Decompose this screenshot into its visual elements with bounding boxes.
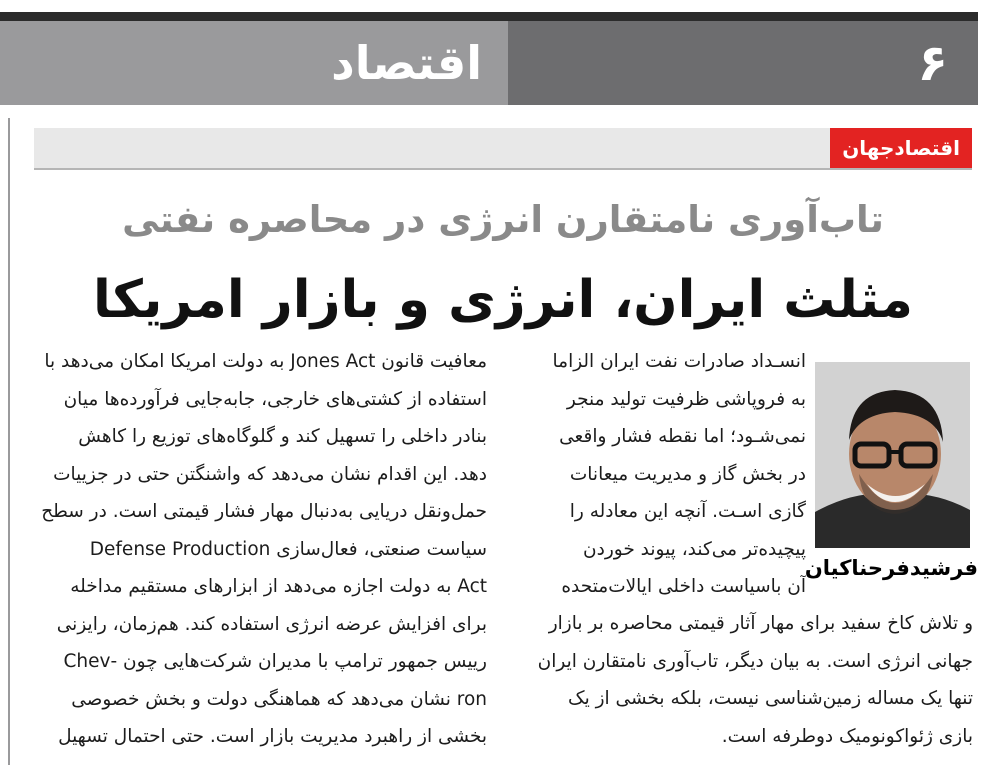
body-line: پیچیده‌تر می‌کند، پیوند خوردن xyxy=(583,538,806,560)
body-line: و تلاش کاخ سفید برای مهار آثار قیمتی محاصره بر بازار xyxy=(548,613,973,634)
body-line: در بخش گاز و مدیریت میعانات xyxy=(569,463,806,485)
body-line: رییس جمهور ترامپ با مدیران شرکت‌هایی چون -Chev xyxy=(63,651,487,672)
body-line: دهد. این اقدام نشان می‌دهد که واشنگتن حتی در جزییات xyxy=(53,463,487,485)
subsection-tag: اقتصادجهان xyxy=(830,128,972,168)
body-line: بنادر داخلی را تسهیل کند و گلوگاه‌های توزیع را کاهش xyxy=(78,426,487,447)
page-header xyxy=(0,21,978,105)
body-line: بازی ژئواکونومیک دوطرفه است. xyxy=(721,725,973,747)
top-rule xyxy=(0,12,978,21)
subsection-bar xyxy=(34,128,972,170)
article-kicker: تاب‌آوری نامتقارن انرژی در محاصره نفتی xyxy=(122,198,884,241)
body-line: برای افزایش عرضه انرژی استفاده کند. هم‌زمان، رایزنی xyxy=(56,613,487,635)
body-line: آن باسیاست داخلی ایالات‌متحده xyxy=(561,576,806,597)
body-line: انسـداد صادرات نفت ایران الزاما xyxy=(552,351,806,372)
body-line: استفاده از کشتی‌های خارجی، جابه‌جایی فرآورده‌ها میان xyxy=(63,388,487,410)
body-line: بخشی از راهبرد مدیریت بازار است. حتی احتمال تسهیل xyxy=(58,726,487,747)
body-line: Act به دولت اجازه می‌دهد از ابزارهای مستقیم مداخله xyxy=(70,576,487,597)
body-line: تنها یک مساله زمین‌شناسی نیست، بلکه بخشی از یک xyxy=(568,688,973,709)
body-column-right-bottom xyxy=(523,605,973,755)
page-number: ۶ xyxy=(508,21,978,105)
body-line: نمی‌شـود؛ اما نقطه فشار واقعی xyxy=(559,426,806,447)
body-line: جهانی انرژی است. به بیان دیگر، تاب‌آوری نامتقارن ایران xyxy=(537,650,973,672)
body-column-left xyxy=(34,343,487,756)
body-line: معافیت قانون Jones Act به دولت امریکا امکان می‌دهد با xyxy=(44,351,487,372)
body-column-right-top xyxy=(523,343,806,606)
body-line: گازی اسـت. آنچه این معادله را xyxy=(569,501,806,522)
body-line: ron نشان می‌دهد که هماهنگی دولت و بخش خصوصی xyxy=(71,688,487,710)
body-line: به فروپاشی ظرفیت تولید منجر xyxy=(566,388,806,410)
body-line: حمل‌ونقل دریایی به‌دنبال مهار فشار قیمتی است. در سطح xyxy=(41,501,487,522)
article-headline: مثلث ایران، انرژی و بازار امریکا xyxy=(93,270,913,330)
column-rule xyxy=(8,118,10,765)
body-line: سیاست صنعتی، فعال‌سازی Defense Production xyxy=(89,538,487,560)
author-name: فرشیدفرحناکیان xyxy=(804,556,978,580)
author-photo xyxy=(815,362,970,548)
section-title: اقتصاد xyxy=(0,21,508,105)
